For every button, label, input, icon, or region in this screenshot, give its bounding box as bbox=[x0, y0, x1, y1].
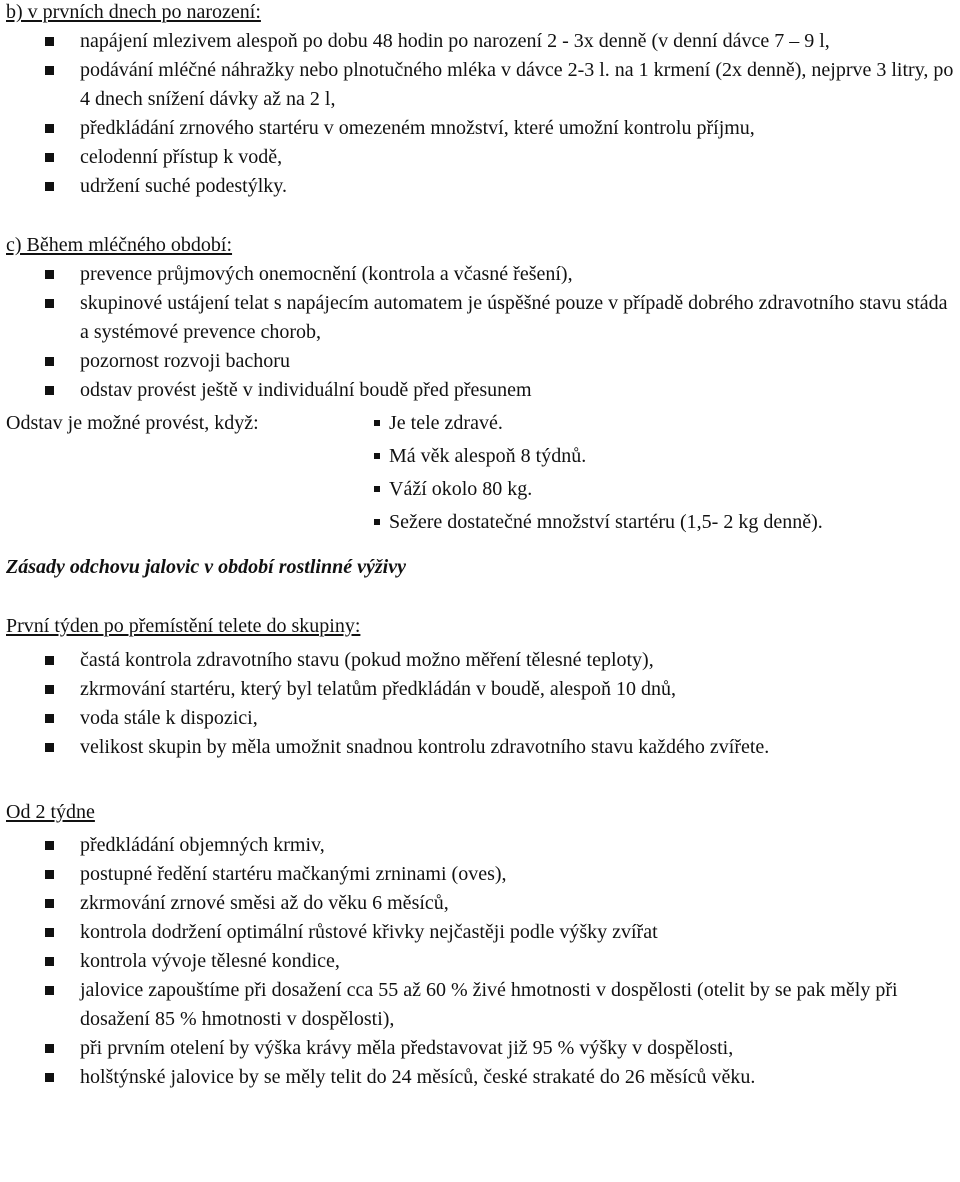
list-item: předkládání zrnového startéru v omezeném množství, které umožní kontrolu příjmu, bbox=[80, 114, 956, 143]
list-item: jalovice zapouštíme při dosažení cca 55 až 60 % živé hmotnosti v dospělosti (otelit by se pak měly při dosažení 85 % hmotnosti v dospělosti), bbox=[80, 976, 956, 1034]
weaning-conditions-label: Odstav je možné provést, když: bbox=[6, 412, 259, 434]
section-b-heading: b) v prvních dnech po narození: bbox=[6, 1, 261, 23]
list-item: pozornost rozvoji bachoru bbox=[80, 347, 956, 376]
condition-item: Váží okolo 80 kg. bbox=[389, 475, 959, 503]
list-item: voda stále k dispozici, bbox=[80, 704, 956, 733]
list-item: při prvním otelení by výška krávy měla představovat již 95 % výšky v dospělosti, bbox=[80, 1034, 956, 1063]
section-c-list bbox=[6, 260, 956, 405]
list-item: postupné ředění startéru mačkanými zrninami (oves), bbox=[80, 860, 956, 889]
section-c bbox=[6, 231, 956, 405]
list-item: podávání mléčné náhražky nebo plnotučného mléka v dávce 2-3 l. na 1 krmení (2x denně), nejprve 3 litry, po 4 dnech snížení dávky až na 2 l, bbox=[80, 56, 956, 114]
list-item: odstav provést ještě v individuální boudě před přesunem bbox=[80, 376, 956, 405]
list-item: zkrmování zrnové směsi až do věku 6 měsíců, bbox=[80, 889, 956, 918]
list-item: velikost skupin by měla umožnit snadnou kontrolu zdravotního stavu každého zvířete. bbox=[80, 733, 956, 762]
list-item: předkládání objemných krmiv, bbox=[80, 831, 956, 860]
from-week-2-list bbox=[6, 831, 956, 1092]
weaning-conditions bbox=[6, 409, 956, 541]
condition-item: Sežere dostatečné množství startéru (1,5- 2 kg denně). bbox=[389, 508, 959, 536]
condition-item: Je tele zdravé. bbox=[389, 409, 959, 437]
from-week-2-heading bbox=[6, 798, 956, 827]
list-item: celodenní přístup k vodě, bbox=[80, 143, 956, 172]
list-item: skupinové ustájení telat s napájecím automatem je úspěšné pouze v případě dobrého zdravotního stavu stáda a systémové prevence chorob, bbox=[80, 289, 956, 347]
list-item: holštýnské jalovice by se měly telit do 24 měsíců, české strakaté do 26 měsíců věku. bbox=[80, 1063, 956, 1092]
condition-item: Má věk alespoň 8 týdnů. bbox=[389, 442, 959, 470]
list-item: častá kontrola zdravotního stavu (pokud možno měření tělesné teploty), bbox=[80, 646, 956, 675]
from-week-2-heading-text: Od 2 týdne bbox=[6, 801, 95, 823]
section-b bbox=[6, 0, 956, 201]
list-item: prevence průjmových onemocnění (kontrola a včasné řešení), bbox=[80, 260, 956, 289]
zasady-title: Zásady odchovu jalovic v období rostlinné výživy bbox=[6, 556, 406, 578]
list-item: napájení mlezivem alespoň po dobu 48 hodin po narození 2 - 3x denně (v denní dávce 7 – 9 l, bbox=[80, 27, 956, 56]
first-week-list bbox=[6, 646, 956, 762]
first-week-heading bbox=[6, 612, 956, 641]
first-week-heading-text: První týden po přemístění telete do skupiny: bbox=[6, 615, 361, 637]
section-b-list bbox=[6, 27, 956, 201]
list-item: kontrola vývoje tělesné kondice, bbox=[80, 947, 956, 976]
section-c-heading: c) Během mléčného období: bbox=[6, 234, 233, 256]
list-item: kontrola dodržení optimální růstové křivky nejčastěji podle výšky zvířat bbox=[80, 918, 956, 947]
list-item: udržení suché podestýlky. bbox=[80, 172, 956, 201]
weaning-conditions-list bbox=[389, 409, 959, 541]
document-page bbox=[6, 0, 956, 1092]
list-item: zkrmování startéru, který byl telatům předkládán v boudě, alespoň 10 dnů, bbox=[80, 675, 956, 704]
